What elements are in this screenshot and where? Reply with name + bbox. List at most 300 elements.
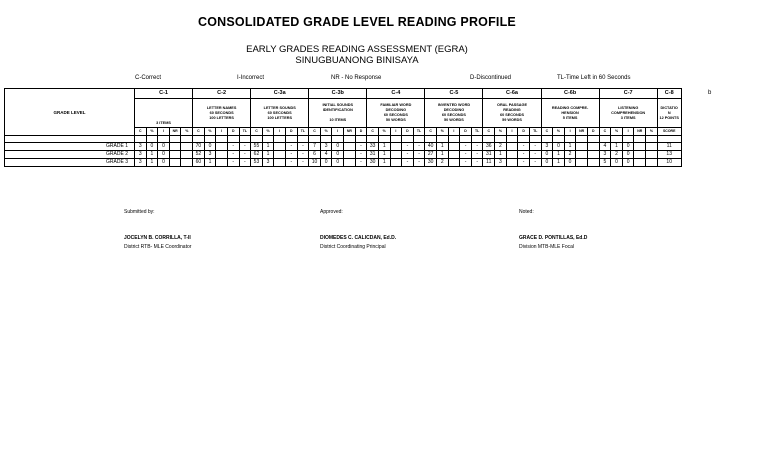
description-line: 60 SECONDS <box>267 110 292 115</box>
blank-cell <box>599 136 611 143</box>
blank-cell <box>332 136 344 143</box>
blank-cell <box>193 136 205 143</box>
subheader-cell: % <box>646 128 658 136</box>
data-cell: 0 <box>332 143 344 151</box>
data-cell: - <box>460 159 472 167</box>
data-cell: - <box>227 151 239 159</box>
subheader-cell: C <box>425 128 437 136</box>
data-cell: - <box>285 151 297 159</box>
group-code-c-2: C-2 <box>193 89 251 99</box>
data-cell: - <box>239 151 251 159</box>
blank-cell <box>204 136 216 143</box>
subheader-cell: I <box>564 128 576 136</box>
data-cell <box>646 159 658 167</box>
group-code-c-1: C-1 <box>135 89 193 99</box>
data-cell <box>506 143 518 151</box>
blank-cell <box>471 136 483 143</box>
description-line: ORAL PASSAGE <box>496 103 528 107</box>
subheader-cell: C <box>483 128 495 136</box>
group-code-c-4: C-4 <box>367 89 425 99</box>
data-cell: - <box>285 143 297 151</box>
data-cell <box>169 143 181 151</box>
page-title: CONSOLIDATED GRADE LEVEL READING PROFILE <box>198 15 516 29</box>
subheader-cell: I <box>622 128 634 136</box>
group-code-c-3a: C-3a <box>251 89 309 99</box>
group-description <box>425 99 483 128</box>
data-cell: 70 <box>193 143 205 151</box>
description-line: DICTATIO <box>660 105 678 110</box>
subheader-cell: I <box>332 128 344 136</box>
blank-cell <box>529 136 541 143</box>
data-cell: - <box>355 159 367 167</box>
subheader-cell: C <box>541 128 553 136</box>
data-cell: - <box>355 143 367 151</box>
submitted-title: District RTB- MLE Coordinator <box>124 244 192 250</box>
subheader-cell: SCORE <box>657 128 681 136</box>
subheader-cell: I <box>390 128 402 136</box>
data-cell <box>448 159 460 167</box>
data-cell <box>448 143 460 151</box>
description-line: LETTER NAMES <box>206 105 237 110</box>
data-cell: 62 <box>251 151 263 159</box>
data-cell <box>274 143 286 151</box>
subheader-cell: % <box>320 128 332 136</box>
subheader-cell: C <box>309 128 321 136</box>
group-code-c-6b: C-6b <box>541 89 599 99</box>
data-cell <box>506 159 518 167</box>
subheader-cell: NR <box>634 128 646 136</box>
description-line: 12 POINTS <box>659 115 679 120</box>
data-cell <box>576 151 588 159</box>
data-cell: 36 <box>483 143 495 151</box>
blank-cell <box>611 136 623 143</box>
data-cell: 0 <box>611 159 623 167</box>
data-cell: 10 <box>657 159 681 167</box>
data-cell: 0 <box>541 159 553 167</box>
legend-no-response: NR - No Response <box>331 75 382 81</box>
table-row <box>5 159 682 167</box>
group-code-c-3b: C-3b <box>309 89 367 99</box>
data-cell: 0 <box>146 143 158 151</box>
blank-cell <box>169 136 181 143</box>
subheader-cell: D <box>402 128 414 136</box>
data-cell: 55 <box>251 143 263 151</box>
blank-cell <box>367 136 379 143</box>
data-cell: 0 <box>158 143 170 151</box>
data-cell: - <box>297 143 309 151</box>
subheader-cell: I <box>158 128 170 136</box>
blank-cell <box>646 136 658 143</box>
data-cell <box>576 143 588 151</box>
blank-cell <box>146 136 158 143</box>
noted-name: GRACE D. PONTILLAS, Ed.D <box>519 235 588 241</box>
data-cell: 0 <box>332 159 344 167</box>
data-cell: 40 <box>425 143 437 151</box>
noted-title: Division MTB-MLE Focal <box>519 244 575 250</box>
description-line: HENSION <box>561 110 579 115</box>
description-line: INVENTED WORD <box>437 103 471 107</box>
data-cell: 3 <box>204 151 216 159</box>
description-line: 59 WORDS <box>502 118 522 122</box>
data-cell: 1 <box>553 159 565 167</box>
data-cell <box>646 151 658 159</box>
subheader-cell: TL <box>297 128 309 136</box>
data-cell: 1 <box>564 143 576 151</box>
data-cell <box>634 151 646 159</box>
blank-cell <box>425 136 437 143</box>
data-cell: 52 <box>193 151 205 159</box>
group-description <box>251 99 309 128</box>
blank-cell <box>181 136 193 143</box>
subheader-cell: D <box>355 128 367 136</box>
subheader-cell: % <box>204 128 216 136</box>
noted-label: Noted: <box>519 209 534 215</box>
blank-cell <box>518 136 530 143</box>
data-cell: - <box>471 143 483 151</box>
subheader-cell: I <box>448 128 460 136</box>
data-cell: - <box>460 151 472 159</box>
data-cell: 3 <box>262 159 274 167</box>
description-line: LETTER SOUNDS <box>263 105 296 110</box>
data-cell: 11 <box>657 143 681 151</box>
data-cell: - <box>460 143 472 151</box>
group-code-c-5: C-5 <box>425 89 483 99</box>
data-cell: 3 <box>135 151 147 159</box>
data-cell: 1 <box>146 151 158 159</box>
subheader-cell: % <box>437 128 449 136</box>
legend-incorrect: I-Incorrect <box>237 75 265 81</box>
data-cell: - <box>471 159 483 167</box>
stray-character: b <box>708 90 712 96</box>
subheader-cell: C <box>251 128 263 136</box>
data-cell: 2 <box>495 143 507 151</box>
data-cell: 5 <box>599 159 611 167</box>
data-cell <box>344 151 356 159</box>
subheader-cell: % <box>262 128 274 136</box>
data-cell: 3 <box>599 151 611 159</box>
blank-cell <box>285 136 297 143</box>
blank-cell <box>657 136 681 143</box>
description-line: 3 ITEMS <box>156 120 171 125</box>
data-cell: 33 <box>367 143 379 151</box>
subheader-cell: % <box>181 128 193 136</box>
approved-title: District Coordinating Principal <box>320 244 386 250</box>
subheader-cell: % <box>146 128 158 136</box>
group-description <box>483 99 541 128</box>
subheader-cell: I <box>274 128 286 136</box>
subheader-cell: TL <box>413 128 425 136</box>
data-cell <box>587 151 599 159</box>
description-line: N <box>667 110 671 115</box>
blank-cell <box>460 136 472 143</box>
data-cell: 31 <box>367 151 379 159</box>
data-cell: - <box>518 159 530 167</box>
blank-cell <box>274 136 286 143</box>
subheader-cell: TL <box>471 128 483 136</box>
group-description <box>657 99 681 128</box>
blank-cell <box>251 136 263 143</box>
blank-cell <box>564 136 576 143</box>
data-cell: 2 <box>437 159 449 167</box>
blank-cell <box>541 136 553 143</box>
blank-row <box>5 136 682 143</box>
subheader-cell: D <box>587 128 599 136</box>
data-cell: 27 <box>425 151 437 159</box>
group-description <box>193 99 251 128</box>
submitted-name: JOCELYN B. CORRILLA, T-II <box>124 235 191 241</box>
data-cell: 30 <box>367 159 379 167</box>
table-row <box>5 151 682 159</box>
data-cell <box>576 159 588 167</box>
group-code-c-7: C-7 <box>599 89 657 99</box>
data-cell: 1 <box>378 159 390 167</box>
data-cell: 3 <box>135 159 147 167</box>
description-line: COMPREHENSION <box>611 110 646 115</box>
data-cell: 4 <box>599 143 611 151</box>
subheader-cell: C <box>193 128 205 136</box>
description-line: 10 ITEMS <box>329 118 347 122</box>
data-cell: 1 <box>146 159 158 167</box>
data-cell <box>344 143 356 151</box>
subheader-cell: % <box>553 128 565 136</box>
data-cell: 0 <box>553 143 565 151</box>
data-cell <box>274 159 286 167</box>
data-cell: 1 <box>262 143 274 151</box>
data-cell: 1 <box>437 143 449 151</box>
data-cell: 53 <box>251 159 263 167</box>
data-cell: - <box>413 159 425 167</box>
subheader-cell: % <box>611 128 623 136</box>
data-cell <box>169 159 181 167</box>
subheader-cell: C <box>135 128 147 136</box>
data-cell: 1 <box>495 151 507 159</box>
data-cell: 0 <box>622 151 634 159</box>
table-row <box>5 143 682 151</box>
description-line: INITIAL SOUNDS <box>322 103 354 107</box>
data-cell: - <box>355 151 367 159</box>
data-cell: 0 <box>332 151 344 159</box>
data-cell: 3 <box>135 143 147 151</box>
data-cell: - <box>297 151 309 159</box>
data-cell <box>216 143 228 151</box>
subheader-cell: D <box>285 128 297 136</box>
description-line: 3 ITEMS <box>620 115 636 120</box>
data-cell: - <box>239 143 251 151</box>
data-cell: 3 <box>541 143 553 151</box>
data-cell <box>587 143 599 151</box>
data-cell <box>390 151 402 159</box>
group-description <box>599 99 657 128</box>
data-cell: 30 <box>425 159 437 167</box>
subheader-cell: I <box>506 128 518 136</box>
blank-cell <box>378 136 390 143</box>
description-line: 100 LETTERS <box>209 115 234 120</box>
data-cell: 0 <box>541 151 553 159</box>
subheader-cell: C <box>599 128 611 136</box>
description-line: DECODING <box>385 108 407 112</box>
approved-label: Approved: <box>320 209 343 215</box>
data-cell: - <box>402 159 414 167</box>
data-cell: - <box>402 151 414 159</box>
data-cell: - <box>402 143 414 151</box>
data-cell: - <box>297 159 309 167</box>
blank-cell <box>483 136 495 143</box>
approved-name: DIOMEDES C. CALICDAN, Ed.D. <box>320 235 397 241</box>
assessment-title: EARLY GRADES READING ASSESSMENT (EGRA) <box>246 44 468 55</box>
blank-cell <box>135 136 147 143</box>
description-line: 60 SECONDS <box>441 113 466 117</box>
subheader-cell: D <box>227 128 239 136</box>
data-cell: 1 <box>378 151 390 159</box>
data-cell: 13 <box>657 151 681 159</box>
description-line: 60 SECONDS <box>209 110 234 115</box>
submitted-by-label: Submitted by: <box>124 209 155 215</box>
group-description <box>541 99 599 128</box>
blank-cell <box>506 136 518 143</box>
blank-cell <box>158 136 170 143</box>
data-cell: 1 <box>262 151 274 159</box>
subheader-cell: TL <box>239 128 251 136</box>
blank-cell <box>5 136 135 143</box>
data-cell: - <box>285 159 297 167</box>
data-cell: - <box>529 143 541 151</box>
data-cell: 0 <box>564 159 576 167</box>
description-line: 50 WORDS <box>444 118 464 122</box>
blank-cell <box>344 136 356 143</box>
data-cell: - <box>529 151 541 159</box>
data-cell: - <box>471 151 483 159</box>
data-cell <box>181 151 193 159</box>
data-cell: 1 <box>378 143 390 151</box>
data-cell: - <box>413 143 425 151</box>
blank-cell <box>297 136 309 143</box>
blank-cell <box>390 136 402 143</box>
group-code-c-6a: C-6a <box>483 89 541 99</box>
data-cell <box>216 159 228 167</box>
description-line: READING <box>503 108 521 112</box>
data-cell: 0 <box>158 151 170 159</box>
blank-cell <box>553 136 565 143</box>
data-cell <box>634 159 646 167</box>
blank-cell <box>634 136 646 143</box>
data-cell: - <box>227 159 239 167</box>
data-cell <box>344 159 356 167</box>
data-cell <box>181 159 193 167</box>
grade-level-header: GRADE LEVEL <box>5 89 135 136</box>
blank-cell <box>309 136 321 143</box>
data-cell <box>587 159 599 167</box>
data-cell: - <box>227 143 239 151</box>
blank-cell <box>402 136 414 143</box>
data-cell <box>506 151 518 159</box>
subheader-cell: NR <box>169 128 181 136</box>
description-line: IDENTIFICATION <box>322 108 353 112</box>
subheader-cell: NR <box>344 128 356 136</box>
subheader-cell: C <box>367 128 379 136</box>
data-cell: 0 <box>204 143 216 151</box>
header-row <box>5 89 682 99</box>
grade-label: GRADE 1 <box>5 143 135 151</box>
data-cell <box>181 143 193 151</box>
subheader-cell: I <box>216 128 228 136</box>
subheader-cell: NR <box>576 128 588 136</box>
data-cell <box>634 143 646 151</box>
group-description <box>367 99 425 128</box>
group-code-c-8: C-8 <box>657 89 681 99</box>
description-line: 50 WORDS <box>385 118 406 122</box>
grade-label: GRADE 3 <box>5 159 135 167</box>
data-cell: - <box>518 143 530 151</box>
blank-cell <box>239 136 251 143</box>
data-cell: 4 <box>320 151 332 159</box>
data-cell <box>448 151 460 159</box>
data-cell: 10 <box>309 159 321 167</box>
data-cell: 11 <box>483 159 495 167</box>
group-description <box>309 99 367 128</box>
subheader-cell: D <box>460 128 472 136</box>
description-line: FAMILIAR WORD <box>380 103 412 107</box>
data-cell: 3 <box>320 143 332 151</box>
blank-cell <box>576 136 588 143</box>
data-cell: 6 <box>309 151 321 159</box>
reading-profile-table <box>4 88 682 167</box>
data-cell <box>216 151 228 159</box>
language-title: SINUGBUANONG BINISAYA <box>295 55 419 66</box>
blank-cell <box>320 136 332 143</box>
grade-label: GRADE 2 <box>5 151 135 159</box>
data-cell: 60 <box>193 159 205 167</box>
data-cell: 0 <box>622 143 634 151</box>
legend-discontinued: D-Discontinued <box>470 75 512 81</box>
data-cell: 0 <box>158 159 170 167</box>
data-cell: 0 <box>320 159 332 167</box>
data-cell <box>390 159 402 167</box>
description-line: 5 ITEMS <box>562 115 578 120</box>
subheader-cell: % <box>495 128 507 136</box>
data-cell: 2 <box>564 151 576 159</box>
blank-cell <box>622 136 634 143</box>
data-cell: - <box>529 159 541 167</box>
blank-cell <box>216 136 228 143</box>
group-description <box>135 99 193 128</box>
legend-time-left: TL-Time Left in 60 Seconds <box>557 75 631 81</box>
data-cell: 1 <box>553 151 565 159</box>
description-line: 100 LETTERS <box>267 115 293 120</box>
data-cell <box>274 151 286 159</box>
blank-cell <box>262 136 274 143</box>
data-cell: 31 <box>483 151 495 159</box>
blank-cell <box>413 136 425 143</box>
data-cell: 7 <box>309 143 321 151</box>
description-line: 60 SECONDS <box>383 113 408 117</box>
data-cell: 3 <box>495 159 507 167</box>
blank-cell <box>448 136 460 143</box>
data-cell: 1 <box>611 143 623 151</box>
subheader-cell: D <box>518 128 530 136</box>
blank-cell <box>355 136 367 143</box>
subheader-cell: % <box>378 128 390 136</box>
data-cell <box>169 151 181 159</box>
data-cell: - <box>239 159 251 167</box>
blank-cell <box>495 136 507 143</box>
data-cell: 2 <box>611 151 623 159</box>
description-line: LISTENING <box>618 105 639 110</box>
data-cell: - <box>518 151 530 159</box>
blank-cell <box>227 136 239 143</box>
data-cell: 0 <box>622 159 634 167</box>
data-cell: - <box>413 151 425 159</box>
data-cell: 1 <box>437 151 449 159</box>
